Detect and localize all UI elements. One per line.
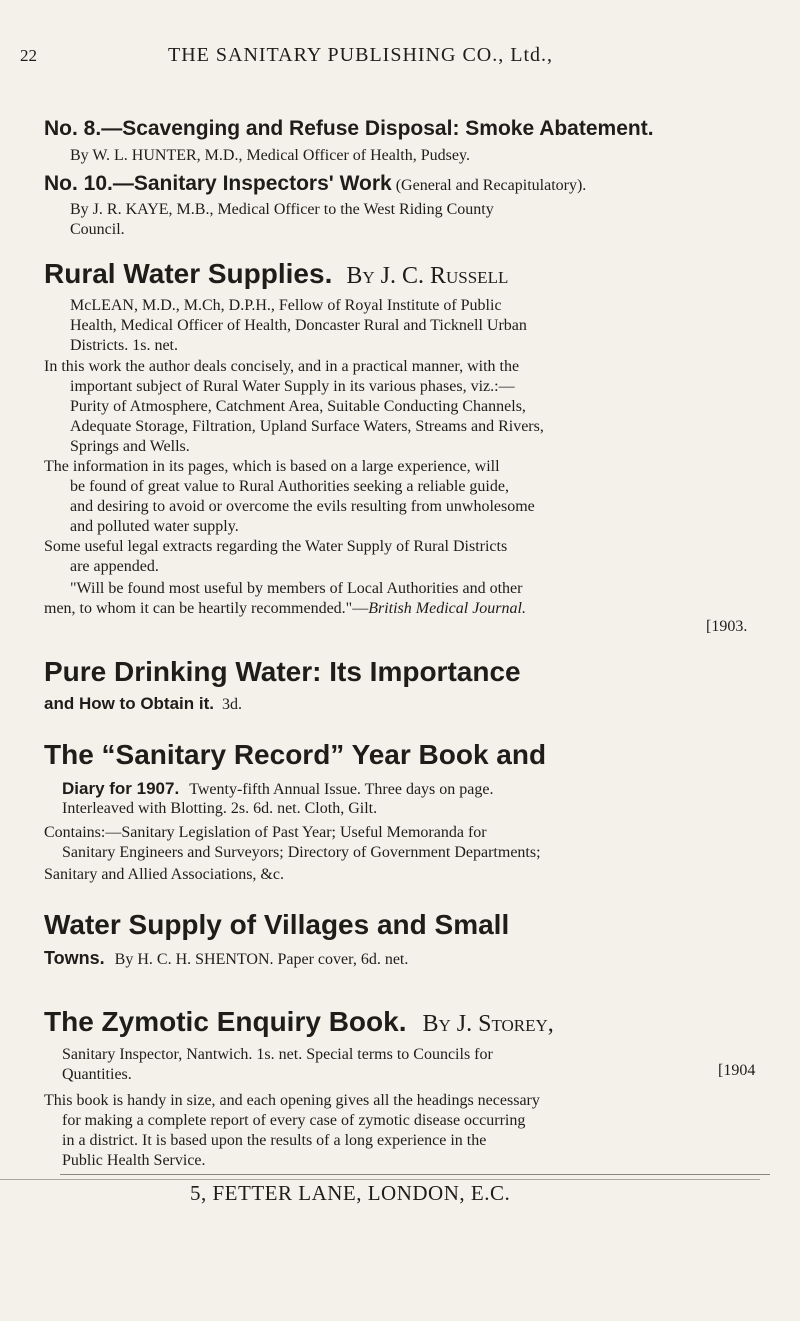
running-title: THE SANITARY PUBLISHING CO., Ltd., (168, 44, 553, 66)
entry-rural-line: Health, Medical Officer of Health, Doncaster Rural and Ticknell Urban (70, 317, 527, 334)
entry-zymotic-year: [1904 (718, 1062, 756, 1079)
entry-rural-line: Some useful legal extracts regarding the Water Supply of Rural Districts (44, 538, 508, 555)
entry-no10-number: No. 10. (44, 172, 113, 195)
entry-rural-title-row (44, 258, 508, 290)
entry-villages-title: Water Supply of Villages and Small (44, 909, 510, 940)
footer-rule (0, 1179, 760, 1180)
entry-pure-title: Pure Drinking Water: Its Importance (44, 656, 521, 687)
entry-rural-line: men, to whom it can be heartily recommended."— (44, 600, 369, 617)
entry-villages-author: By H. C. H. SHENTON. Paper cover, 6d. net. (114, 951, 409, 968)
entry-no8-byline: By W. L. HUNTER, M.D., Medical Officer of Health, Pudsey. (70, 147, 470, 164)
entry-rural-line: McLEAN, M.D., M.Ch, D.P.H., Fellow of Royal Institute of Public (70, 297, 502, 314)
entry-record-line-3: Contains:—Sanitary Legislation of Past Year; Useful Memoranda for (44, 824, 487, 841)
entry-no10-byline-1: By J. R. KAYE, M.B., Medical Officer to the West Riding County (70, 201, 494, 218)
entry-rural-line: The information in its pages, which is based on a large experience, will (44, 458, 500, 475)
entry-no10-byline-2: Council. (70, 221, 125, 238)
entry-zymotic-body-line: Public Health Service. (62, 1152, 206, 1169)
entry-pure-subtitle: and How to Obtain it. (44, 694, 214, 713)
entry-rural-title: Rural Water Supplies. (44, 258, 333, 289)
entry-no10-title (44, 172, 586, 196)
entry-zymotic-line-2: Quantities. (62, 1066, 132, 1083)
entry-rural-line: are appended. (70, 558, 159, 575)
entry-rural-line: "Will be found most useful by members of Local Authorities and other (70, 580, 523, 597)
entry-rural-line: Purity of Atmosphere, Catchment Area, Suitable Conducting Channels, (70, 398, 526, 415)
entry-villages-towns: Towns. (44, 948, 105, 968)
entry-rural-line: In this work the author deals concisely, and in a practical manner, with the (44, 358, 520, 375)
entry-rural-line: and polluted water supply. (70, 518, 239, 535)
entry-pure-subtitle-row (44, 694, 242, 714)
entry-rural-line: Districts. 1s. net. (70, 337, 178, 354)
entry-record-line-1 (62, 779, 493, 799)
entry-zymotic-body-line: for making a complete report of every case of zymotic disease occurring (62, 1112, 526, 1129)
entry-zymotic-line-1: Sanitary Inspector, Nantwich. 1s. net. Special terms to Councils for (62, 1046, 493, 1063)
entry-villages-line-2 (44, 948, 408, 969)
entry-record-line-4: Sanitary Engineers and Surveyors; Directory of Government Departments; (62, 844, 541, 861)
entry-pure-price: 3d. (221, 696, 242, 713)
entry-record-issue: Twenty-fifth Annual Issue. Three days on page. (189, 781, 494, 798)
entry-rural-author: By J. C. Russell (346, 263, 509, 289)
page-number: 22 (20, 46, 37, 65)
entry-no8-title (44, 117, 654, 141)
entry-record-line-5: Sanitary and Allied Associations, &c. (44, 866, 284, 883)
entry-no8-heading: —Scavenging and Refuse Disposal: Smoke Abatement. (101, 117, 654, 140)
entry-zymotic-body-line: This book is handy in size, and each opening gives all the headings necessary (44, 1092, 540, 1109)
entry-zymotic-title: The Zymotic Enquiry Book. (44, 1006, 407, 1037)
entry-rural-line: Adequate Storage, Filtration, Upland Surface Waters, Streams and Rivers, (70, 418, 544, 435)
entry-rural-quote-source: British Medical Journal. (368, 600, 526, 617)
entry-rural-quote-row (44, 600, 526, 618)
entry-zymotic-body-line: in a district. It is based upon the results of a long experience in the (62, 1132, 487, 1149)
entry-record-title: The “Sanitary Record” Year Book and (44, 739, 547, 770)
entry-rural-line: and desiring to avoid or overcome the evils resulting from unwholesome (70, 498, 535, 515)
entry-no10-subtitle: (General and Recapitulatory). (395, 177, 587, 194)
entry-rural-line: important subject of Rural Water Supply in its various phases, viz.:— (70, 378, 515, 395)
entry-rural-line: be found of great value to Rural Authorities seeking a reliable guide, (70, 478, 509, 495)
entry-record-diary: Diary for 1907. (62, 779, 180, 798)
entry-rural-line: Springs and Wells. (70, 438, 190, 455)
entry-zymotic-title-row (44, 1006, 554, 1038)
entry-record-line-2: Interleaved with Blotting. 2s. 6d. net. Cloth, Gilt. (62, 800, 378, 817)
entry-zymotic-author: By J. Storey, (422, 1011, 554, 1037)
footer-rule (60, 1174, 770, 1175)
entry-no8-number: No. 8. (44, 117, 102, 140)
entry-no10-heading: —Sanitary Inspectors' Work (112, 172, 392, 195)
publisher-address: 5, FETTER LANE, LONDON, E.C. (190, 1181, 511, 1205)
entry-rural-year: [1903. (706, 618, 748, 635)
